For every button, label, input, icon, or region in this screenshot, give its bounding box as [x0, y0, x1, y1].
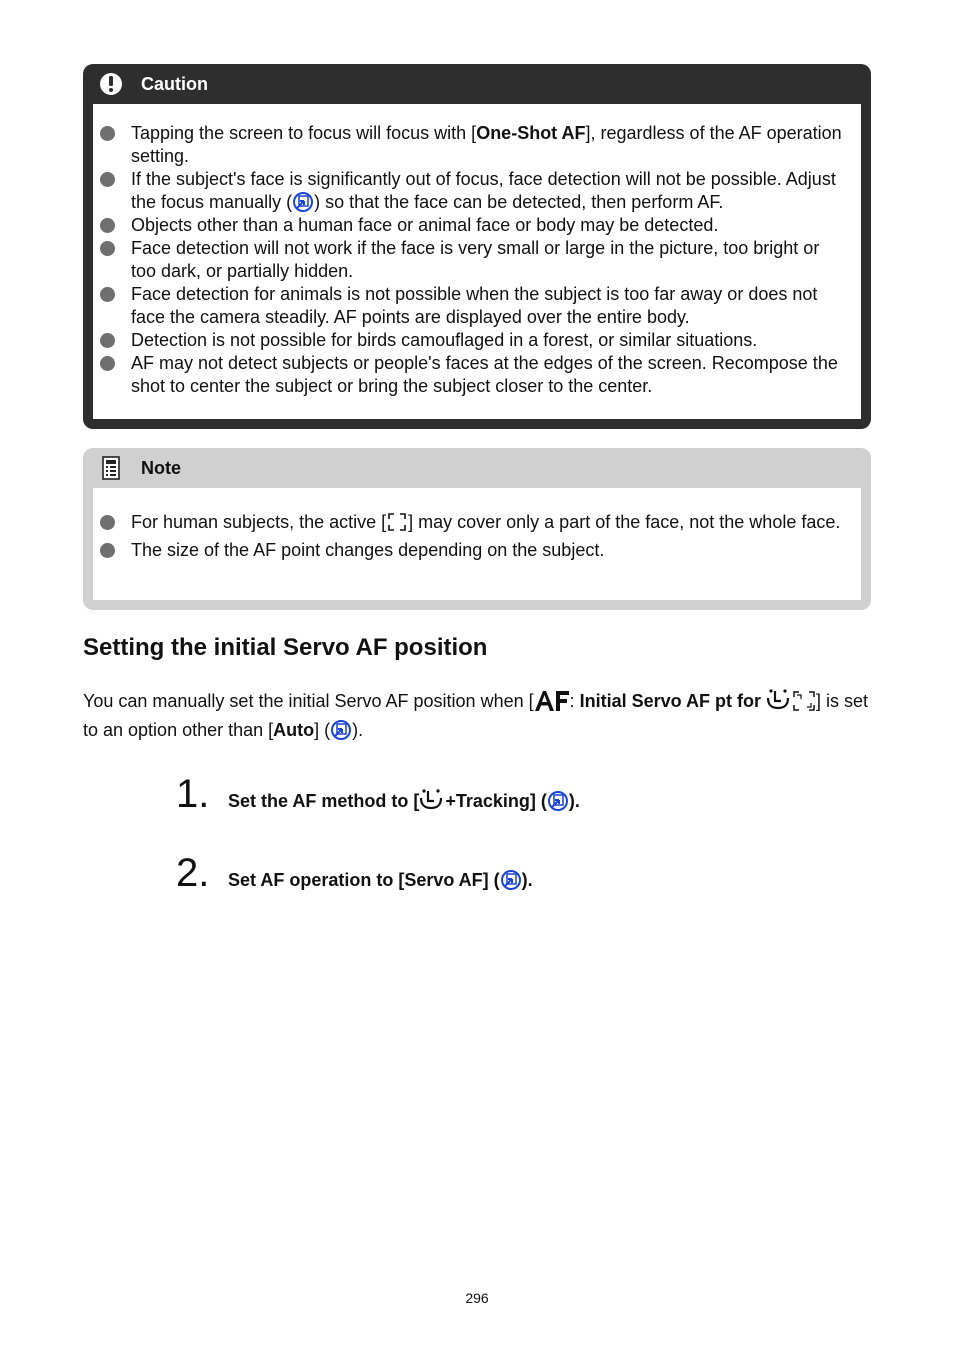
- page-link-icon[interactable]: [548, 791, 568, 811]
- note-list: [93, 511, 861, 562]
- step-number: 2.: [176, 851, 210, 895]
- step-1: [176, 772, 580, 817]
- bullet-icon: [100, 126, 115, 141]
- bullet-icon: [100, 172, 115, 187]
- caution-list: [93, 122, 861, 398]
- page-link-icon[interactable]: [331, 720, 351, 740]
- list-item: Detection is not possible for birds camouflaged in a forest, or similar situations.: [93, 329, 861, 352]
- face-tracking-icon: [766, 688, 792, 716]
- bullet-icon: [100, 543, 115, 558]
- list-item: For human subjects, the active [ ] may cover only a part of the face, not the whole face.: [93, 511, 861, 539]
- note-body: [93, 488, 861, 600]
- list-item: If the subject's face is significantly out of focus, face detection will not be possible. Adjust the focus manually ( ) so that the face can be detected, then perform AF.: [93, 168, 861, 214]
- step-text: Set AF operation to [Servo AF] ( ).: [228, 870, 533, 890]
- note-title: Note: [141, 457, 181, 478]
- step-number: 1.: [176, 772, 210, 816]
- list-item: AF may not detect subjects or people's faces at the edges of the screen. Recompose the shot to center the subject or bring the subject closer to the center.: [93, 352, 861, 398]
- caution-box: [83, 64, 871, 429]
- section-heading: Setting the initial Servo AF position: [83, 634, 488, 661]
- list-item: Face detection for animals is not possible when the subject is too far away or does not face the camera steadily. AF points are displayed over the entire body.: [93, 283, 861, 329]
- note-header: [83, 448, 871, 488]
- page-link-icon[interactable]: [501, 870, 521, 890]
- memo-icon: [98, 455, 124, 481]
- list-item: Face detection will not work if the face is very small or large in the picture, too bright or too dark, or partially hidden.: [93, 237, 861, 283]
- step-text: Set the AF method to [ +Tracking] ( ).: [228, 788, 580, 815]
- caution-body: [93, 104, 861, 419]
- list-item: Objects other than a human face or animal face or body may be detected.: [93, 214, 861, 237]
- bullet-icon: [100, 333, 115, 348]
- bullet-icon: [100, 241, 115, 256]
- caution-header: [83, 64, 871, 104]
- face-tracking-icon: [419, 788, 445, 815]
- af-point-bracket-icon: [386, 511, 408, 539]
- exclamation-icon: [98, 71, 124, 97]
- note-box: [83, 448, 871, 610]
- bullet-icon: [100, 356, 115, 371]
- af-tab-icon: [534, 690, 570, 718]
- page-link-icon[interactable]: [293, 192, 313, 212]
- caution-title: Caution: [141, 73, 208, 94]
- list-item: Tapping the screen to focus will focus with [One-Shot AF], regardless of the AF operation setting.: [93, 122, 861, 168]
- af-point-bracket-icon: [792, 690, 816, 718]
- bullet-icon: [100, 218, 115, 233]
- bullet-icon: [100, 287, 115, 302]
- intro-paragraph: You can manually set the initial Servo AF position when [ : Initial Servo AF pt for ] is set to an option other than [Auto] ( ).: [83, 688, 873, 742]
- bullet-icon: [100, 515, 115, 530]
- step-2: [176, 851, 533, 896]
- list-item: The size of the AF point changes depending on the subject.: [93, 539, 861, 562]
- page-number: 296: [465, 1290, 489, 1306]
